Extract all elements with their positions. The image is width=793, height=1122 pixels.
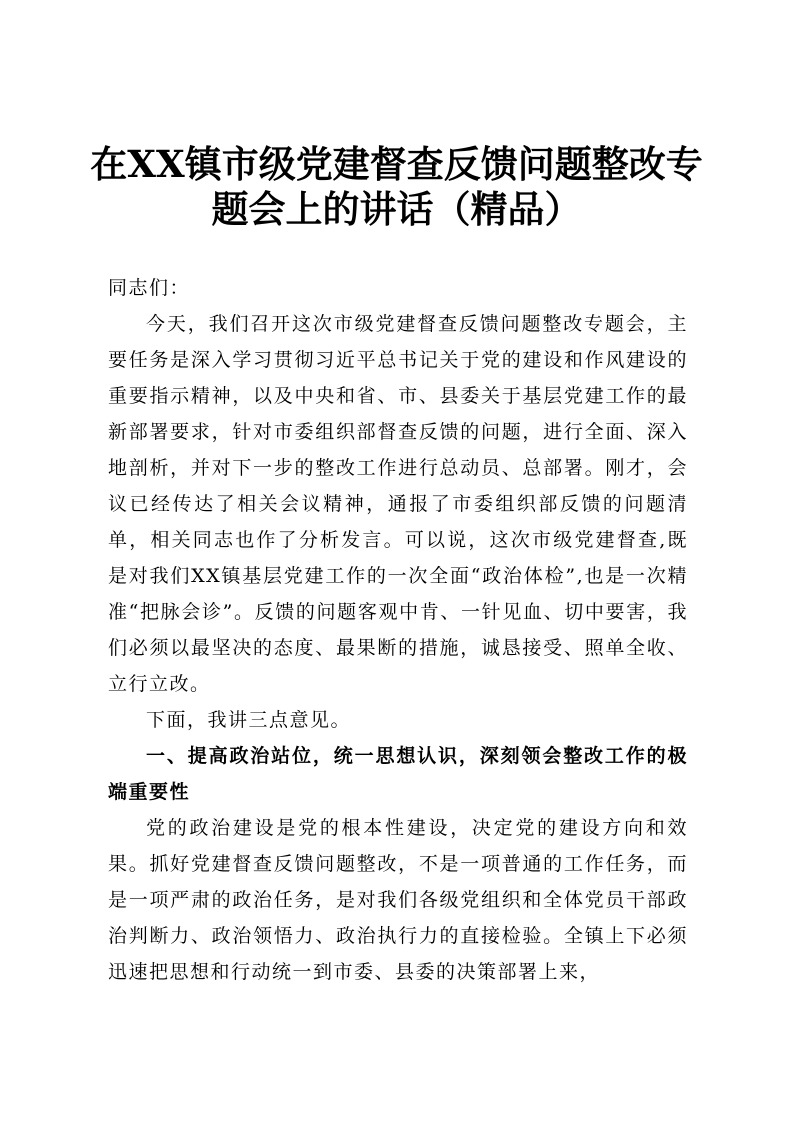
- paragraph-transition: 下面，我讲三点意见。: [146, 709, 352, 731]
- title-line-1: 在XX镇市级党建督查反馈问题整改专: [90, 142, 703, 186]
- document-body: [108, 270, 688, 990]
- title-line-2: 题会上的讲话（精品）: [211, 187, 582, 231]
- section-1-paragraph: 党的政治建设是党的根本性建设，决定党的建设方向和效果。抓好党建督查反馈问题整改，不是一项普通的工作任务，而是一项严肃的政治任务，是对我们各级党组织和全体党员干部政治判断力、政治领悟力、政治执行力的直接检验。全镇上下必须迅速把思想和行动统一到市委、县委的决策部署上来，: [108, 817, 688, 983]
- salutation: 同志们：: [108, 277, 191, 299]
- section-heading-1: 一、提高政治站位，统一思想认识，深刻领会整改工作的极端重要性: [108, 745, 688, 803]
- paragraph-opening: 今天，我们召开这次市级党建督查反馈问题整改专题会，主要任务是深入学习贯彻习近平总书记关于党的建设和作风建设的重要指示精神，以及中央和省、市、县委关于基层党建工作的最新部署要求，针对市委组织部督查反馈的问题，进行全面、深入地剖析，并对下一步的整改工作进行总动员、总部署。刚才，会议已经传达了相关会议精神，通报了市委组织部反馈的问题清单，相关同志也作了分析发言。可以说，这次市级党建督查,既是对我们XX镇基层党建工作的一次全面“政治体检”,也是一次精准“把脉会诊”。反馈的问题客观中肯、一针见血、切中要害，我们必须以最坚决的态度、最果断的措施，诚恳接受、照单全收、立行立改。: [108, 313, 688, 695]
- document-title: [90, 142, 703, 232]
